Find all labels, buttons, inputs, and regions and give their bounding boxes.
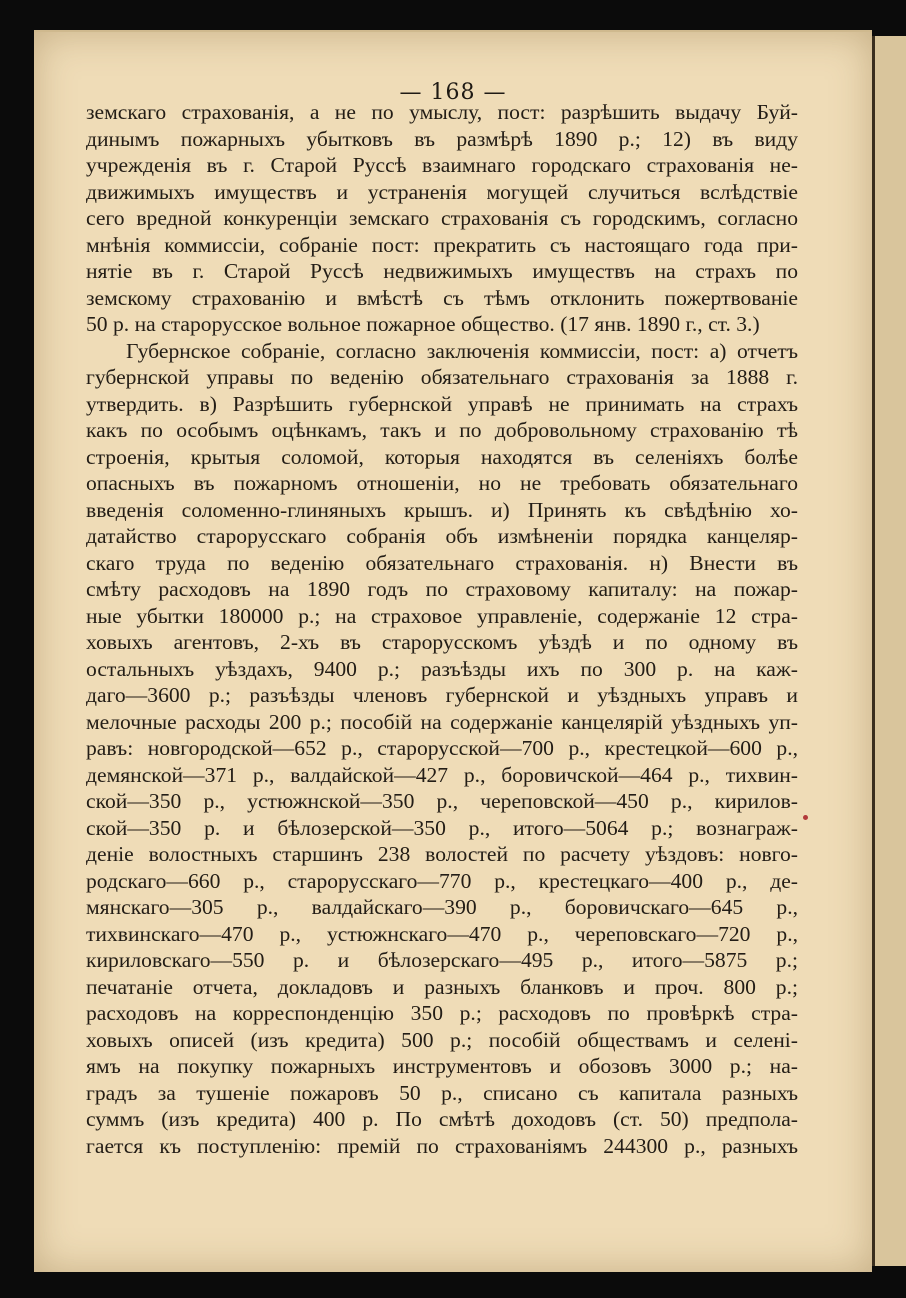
text-line: 50 р. на старорусское вольное пожарное общество. (17 янв. 1890 г., ст. 3.)	[86, 312, 760, 336]
text-line: печатаніе отчета, докладовъ и разныхъ бланковъ и проч. 800 р.;	[86, 974, 798, 999]
text-line: мянскаго—305 р., валдайскаго—390 р., боровичскаго—645 р.,	[86, 895, 798, 919]
text-line: родскаго—660 р., старорусскаго—770 р., крестецкаго—400 р., де-	[86, 868, 798, 893]
text-line: сего вредной конкуренціи земскаго страхованія съ городскимъ, согласно	[86, 206, 798, 230]
text-line: кириловскаго—550 р. и бѣлозерскаго—495 р., итого—5875 р.;	[86, 948, 798, 972]
text-line: тихвинскаго—470 р., устюжнскаго—470 р., череповскаго—720 р.,	[86, 921, 798, 946]
text-line: учрежденія въ г. Старой Руссѣ взаимнаго городскаго страхованія не-	[86, 153, 798, 177]
text-line: ные убытки 180000 р.; на страховое управленіе, содержаніе 12 стра-	[86, 603, 798, 628]
text-line: скаго труда по веденію обязательнаго страхованія. н) Внести въ	[86, 550, 798, 575]
text-line: нятіе въ г. Старой Руссѣ недвижимыхъ имуществъ на страхъ по	[86, 259, 798, 283]
text-line: земскому страхованію и вмѣстѣ съ тѣмъ отклонить пожертвованіе	[86, 285, 798, 310]
text-line: деніе волостныхъ старшинъ 238 волостей по расчету уѣздовъ: новго-	[86, 842, 798, 866]
text-line: даго—3600 р.; разъѣзды членовъ губернской и уѣздныхъ управъ и	[86, 683, 798, 707]
text-line: ховыхъ агентовъ, 2-хъ въ старорусскомъ уѣздѣ и по одному въ	[86, 630, 798, 654]
text-line: Губернское собраніе, согласно заключенія коммиссіи, пост: а) отчетъ	[126, 338, 798, 363]
text-line: мелочные расходы 200 р.; пособій на содержаніе канцелярій уѣздныхъ уп-	[86, 709, 798, 734]
text-line: гается къ поступленію: премій по страхованіямъ 244300 р., разныхъ	[86, 1133, 798, 1158]
text-line: опасныхъ въ пожарномъ отношеніи, но не требовать обязательнаго	[86, 471, 798, 495]
text-line: губернской управы по веденію обязательнаго страхованія за 1888 г.	[86, 365, 798, 389]
text-line: демянской—371 р., валдайской—427 р., боровичской—464 р., тихвин-	[86, 762, 798, 787]
text-line: динымъ пожарныхъ убытковъ въ размѣрѣ 1890 р.; 12) въ виду	[86, 126, 798, 151]
text-line: движимыхъ имуществъ и устраненія могущей случиться вслѣдствіе	[86, 179, 798, 204]
text-line: остальныхъ уѣздахъ, 9400 р.; разъѣзды ихъ по 300 р. на каж-	[86, 656, 798, 681]
body-text	[86, 99, 798, 1159]
text-line: суммъ (изъ кредита) 400 р. По смѣтѣ доходовъ (ст. 50) предпола-	[86, 1107, 798, 1131]
text-line: датайство старорусскаго собранія объ измѣненіи порядка канцеляр-	[86, 524, 798, 548]
text-line: земскаго страхованія, а не по умыслу, пост: разрѣшить выдачу Буй-	[86, 100, 798, 124]
text-line: введенія соломенно-глиняныхъ крышъ. и) Принять къ свѣдѣнію хо-	[86, 497, 798, 522]
text-line: расходовъ на корреспонденцію 350 р.; расходовъ по провѣркѣ стра-	[86, 1001, 798, 1025]
text-line: ской—350 р. и бѣлозерской—350 р., итого—5064 р.; вознаграж-	[86, 815, 798, 840]
page-number: — 168 —	[399, 80, 507, 105]
text-line: смѣту расходовъ на 1890 годъ по страховому капиталу: на пожар-	[86, 577, 798, 601]
text-line: мнѣнія коммиссіи, собраніе пост: прекратить съ настоящаго года при-	[86, 232, 798, 257]
text-line: строенія, крытыя соломой, которыя находятся въ селеніяхъ болѣе	[86, 444, 798, 469]
text-line: ской—350 р., устюжнской—350 р., череповской—450 р., кирилов-	[86, 789, 798, 813]
text-line: какъ по особымъ оцѣнкамъ, такъ и по добровольному страхованію тѣ	[86, 418, 798, 442]
adjacent-page-edge	[872, 36, 906, 1266]
text-line: ховыхъ описей (изъ кредита) 500 р.; пособій обществамъ и селені-	[86, 1027, 798, 1052]
text-line: равъ: новгородской—652 р., старорусской—700 р., крестецкой—600 р.,	[86, 736, 798, 760]
text-line: ямъ на покупку пожарныхъ инструментовъ и обозовъ 3000 р.; на-	[86, 1054, 798, 1078]
text-line: градъ за тушеніе пожаровъ 50 р., списано съ капитала разныхъ	[86, 1080, 798, 1105]
ink-stain	[803, 815, 808, 820]
text-line: утвердить. в) Разрѣшить губернской управѣ не принимать на страхъ	[86, 391, 798, 416]
